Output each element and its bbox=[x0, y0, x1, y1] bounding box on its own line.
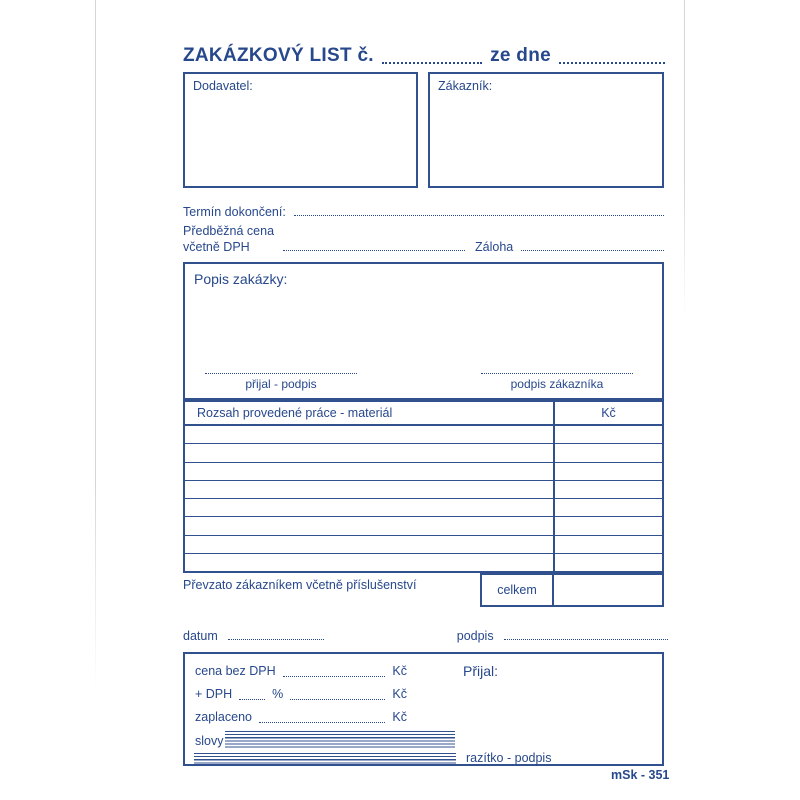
customer-box bbox=[428, 72, 664, 188]
price-cell bbox=[553, 463, 662, 480]
work-table-row bbox=[185, 426, 662, 444]
preliminary-price-line bbox=[283, 250, 465, 251]
deposit-label: Záloha bbox=[475, 240, 514, 254]
currency-label: Kč bbox=[392, 687, 407, 701]
date-line bbox=[228, 639, 324, 640]
signature-label: podpis bbox=[456, 629, 494, 643]
accepted-signature-area bbox=[205, 373, 357, 391]
price-header-cell: Kč bbox=[553, 402, 662, 424]
accepted-signature-label: přijal - podpis bbox=[245, 377, 317, 391]
amount-in-words-ruled-area bbox=[225, 731, 455, 749]
order-date-line bbox=[559, 62, 665, 64]
paid-row bbox=[195, 711, 407, 725]
work-cell bbox=[185, 536, 553, 553]
customer-signature-area bbox=[481, 373, 633, 391]
stamp-signature-label: razítko - podpis bbox=[466, 751, 552, 765]
customer-signature-line bbox=[481, 373, 633, 374]
work-table bbox=[183, 400, 664, 573]
price-cell bbox=[553, 481, 662, 498]
vat-percent-line bbox=[239, 699, 265, 700]
work-cell bbox=[185, 499, 553, 516]
paid-line bbox=[259, 722, 385, 723]
net-price-line bbox=[283, 676, 386, 677]
price-cell bbox=[553, 499, 662, 516]
page-edge-left bbox=[95, 0, 96, 690]
total-label: celkem bbox=[482, 575, 554, 605]
total-value-cell bbox=[554, 575, 662, 605]
price-cell bbox=[553, 554, 662, 571]
work-table-row bbox=[185, 554, 662, 571]
customer-signature-label: podpis zákazníka bbox=[510, 377, 604, 391]
currency-label: Kč bbox=[392, 710, 407, 724]
accepted-signature-line bbox=[205, 373, 357, 374]
work-cell bbox=[185, 444, 553, 461]
work-table-row bbox=[185, 536, 662, 554]
work-cell bbox=[185, 517, 553, 534]
supplier-box bbox=[183, 72, 418, 188]
percent-sign: % bbox=[272, 687, 284, 701]
form-code: mSk - 351 bbox=[611, 768, 670, 782]
work-table-row bbox=[185, 499, 662, 517]
date-signature-row bbox=[183, 629, 668, 643]
preliminary-price-label-2: včetně DPH bbox=[183, 240, 250, 254]
price-cell bbox=[553, 444, 662, 461]
work-table-row bbox=[185, 517, 662, 535]
vat-row bbox=[195, 688, 407, 702]
currency-label: Kč bbox=[392, 664, 407, 678]
paid-label: zaplaceno bbox=[195, 710, 252, 724]
summary-box bbox=[183, 652, 664, 766]
work-table-row bbox=[185, 444, 662, 462]
page-edge-right bbox=[684, 0, 685, 320]
net-price-label: cena bez DPH bbox=[195, 664, 276, 678]
date-prefix-label: ze dne bbox=[490, 45, 551, 66]
work-cell bbox=[185, 426, 553, 443]
deposit-line bbox=[521, 250, 664, 251]
work-table-header bbox=[185, 402, 662, 426]
price-cell bbox=[553, 536, 662, 553]
date-label: datum bbox=[183, 629, 218, 643]
form-title: ZAKÁZKOVÝ LIST č. bbox=[183, 45, 374, 66]
work-cell bbox=[185, 481, 553, 498]
vat-amount-line bbox=[290, 699, 385, 700]
work-cell bbox=[185, 463, 553, 480]
received-by-label: Přijal: bbox=[463, 663, 499, 679]
vat-label: + DPH bbox=[195, 687, 233, 701]
price-cell bbox=[553, 517, 662, 534]
customer-label: Zákazník: bbox=[438, 79, 493, 93]
deadline-row bbox=[183, 205, 664, 219]
handover-label: Převzato zákazníkem včetně příslušenství bbox=[183, 578, 417, 592]
work-table-row bbox=[185, 481, 662, 499]
preliminary-price-row bbox=[183, 240, 664, 254]
total-box bbox=[480, 573, 664, 607]
signature-line bbox=[504, 639, 668, 640]
net-price-row bbox=[195, 665, 407, 679]
form-title-row bbox=[183, 46, 665, 65]
deadline-line bbox=[294, 215, 664, 216]
work-table-row bbox=[185, 463, 662, 481]
order-description-box bbox=[183, 262, 664, 400]
preliminary-price-label-1: Předběžná cena bbox=[183, 224, 275, 238]
amount-in-words-ruled-area-2 bbox=[194, 753, 456, 765]
supplier-label: Dodavatel: bbox=[193, 79, 253, 93]
order-number-line bbox=[382, 62, 482, 64]
work-header-cell: Rozsah provedené práce - materiál bbox=[197, 406, 393, 420]
price-cell bbox=[553, 426, 662, 443]
amount-in-words-label: slovy bbox=[195, 734, 224, 748]
order-description-label: Popis zakázky: bbox=[194, 271, 288, 287]
deadline-label: Termín dokončení: bbox=[183, 205, 286, 219]
work-cell bbox=[185, 554, 553, 571]
